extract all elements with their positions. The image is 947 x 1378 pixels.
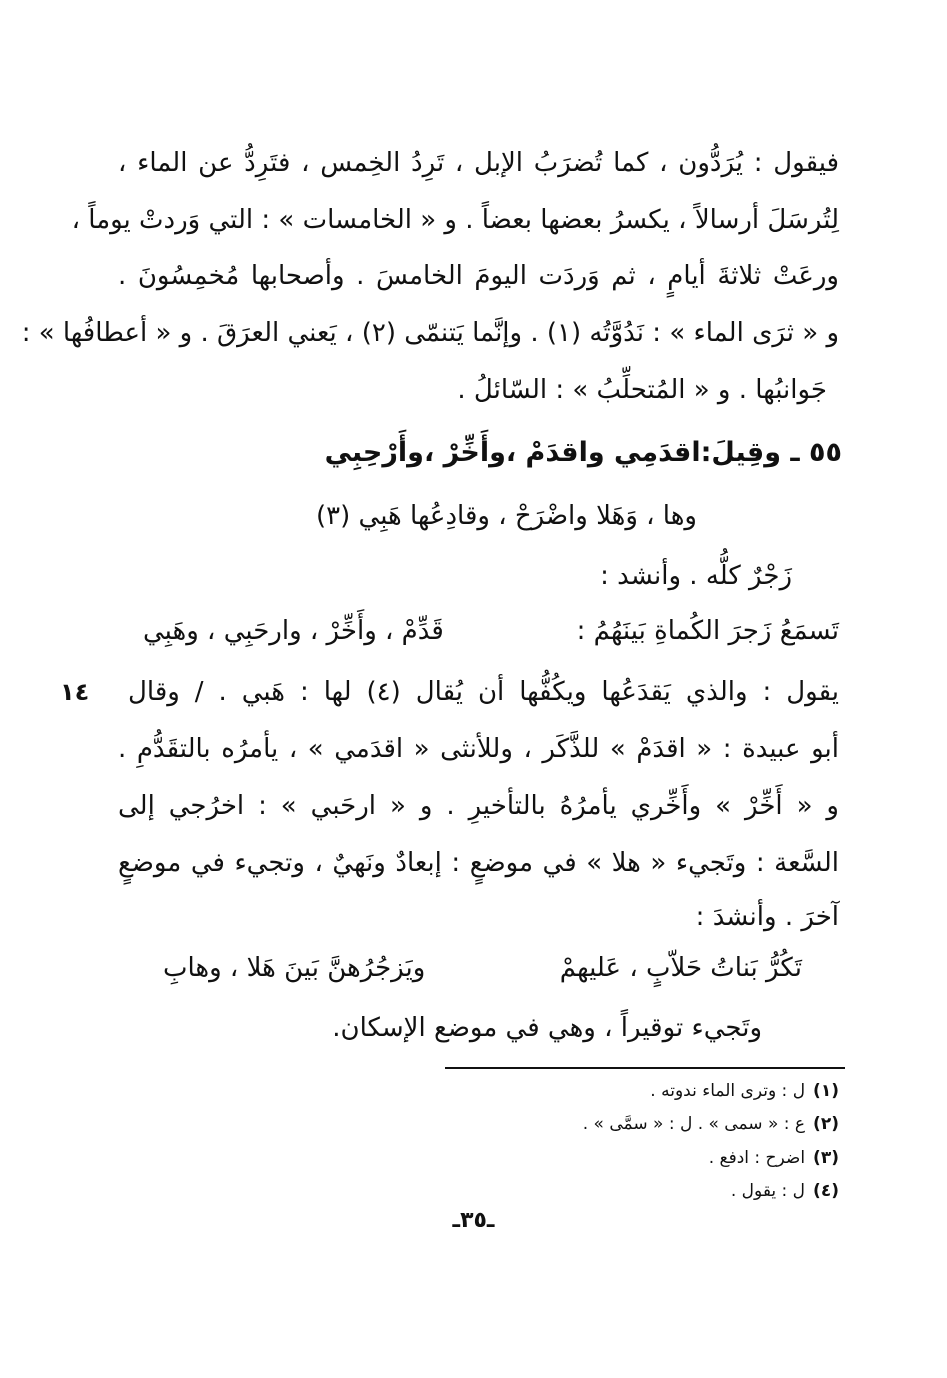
- text-line: و « ثرَى الماء » : نَدُوَّتُه (١) . وإنَّما يَتنمّى (٢) ، يَعني العرَقَ . و « أعطافُها » :: [21, 318, 839, 348]
- footnote: [731, 1178, 839, 1204]
- footnote-number: (١): [813, 1081, 839, 1101]
- verse-heading: ٥٥ ـ وقِيلَ:اقدَمِي واقدَمْ ،وأَخِّرْ ،وأَرْحِبِي: [324, 437, 842, 468]
- text-line: آخرَ . وأنشدَ :: [695, 902, 839, 932]
- footnote-separator: [445, 1067, 845, 1069]
- footnote-number: (٣): [813, 1148, 839, 1168]
- verse-second-hemistich: ويَزجُرُهنَّ بَينَ هَلا ، وهابِ: [163, 953, 426, 983]
- footnote: [650, 1078, 839, 1104]
- text-line: وتَجيء توقيراً ، وهي في موضع الإسكان.: [332, 1013, 762, 1043]
- verse-line: وها ، وَهَلا واضْرَحْ ، وقادِعُها هَبِي (٣): [316, 501, 697, 531]
- page-number: ـ٣٥ـ: [452, 1208, 495, 1233]
- text-line: و « أَخِّرْ » وأَخِّري يأمرُهُ بالتأخيرِ . و « ارحَبي » : اخرُجي إلى: [118, 791, 839, 821]
- text-line: لِتُرسَلَ أرسالاً ، يكسرُ بعضها بعضاً . و « الخامسات » : التي وَردتْ يوماً ،: [71, 205, 839, 235]
- margin-page-reference: ١٤: [60, 678, 90, 706]
- text-line: زَجْرٌ كلُّه . وأنشد :: [600, 561, 792, 591]
- text-line: جَوانبُها . و « المُتحلِّبُ » : السّائلُ .: [457, 375, 827, 405]
- footnote-text: اضرح : ادفع .: [708, 1148, 806, 1168]
- footnote-number: (٤): [813, 1181, 839, 1201]
- text-line: فيقول : يُرَدُّون ، كما تُضرَبُ الإبل ، تَرِدُ الخِمس ، فتَرِدُّ عن الماء ،: [118, 148, 839, 178]
- text-line: أبو عبيدة : « اقدَمْ » للذَّكَر ، وللأنثى « اقدَمي » ، يأمرُه بالتقَدُّمِ .: [118, 734, 839, 764]
- verse-first-hemistich: تَكُرُّ بَناتُ حَلاّبٍ ، عَليهمْ: [559, 953, 802, 983]
- footnote-number: (٢): [813, 1114, 839, 1134]
- footnote: [709, 1145, 839, 1171]
- text-line: السَّعة : وتَجيء « هلا » في موضعٍ : إبعادٌ ونَهيٌ ، وتجيء في موضعٍ: [118, 848, 839, 878]
- footnote: [583, 1111, 839, 1137]
- verse-first-hemistich: تَسمَعُ زَجرَ الكُماةِ بَينَهُمُ :: [576, 616, 839, 646]
- verse-second-hemistich: قَدِّمْ ، وأَخِّرْ ، وارحَبِي ، وهَبِي: [143, 616, 444, 646]
- text-line: يقول : والذي يَقدَعُها ويكُفُّها أن يُقال (٤) لها : هَبي . / وقال: [128, 677, 839, 707]
- footnote-text: ل : وترى الماء ندوته .: [650, 1081, 806, 1101]
- text-line: ورعَتْ ثلاثةَ أيامٍ ، ثم وَردَت اليومَ الخامسَ . وأصحابها مُخمِسُونَ .: [118, 261, 839, 291]
- footnote-text: ع : « سمى » . ل : « سمَّى » .: [582, 1114, 806, 1134]
- footnote-text: ل : يقول .: [730, 1181, 806, 1201]
